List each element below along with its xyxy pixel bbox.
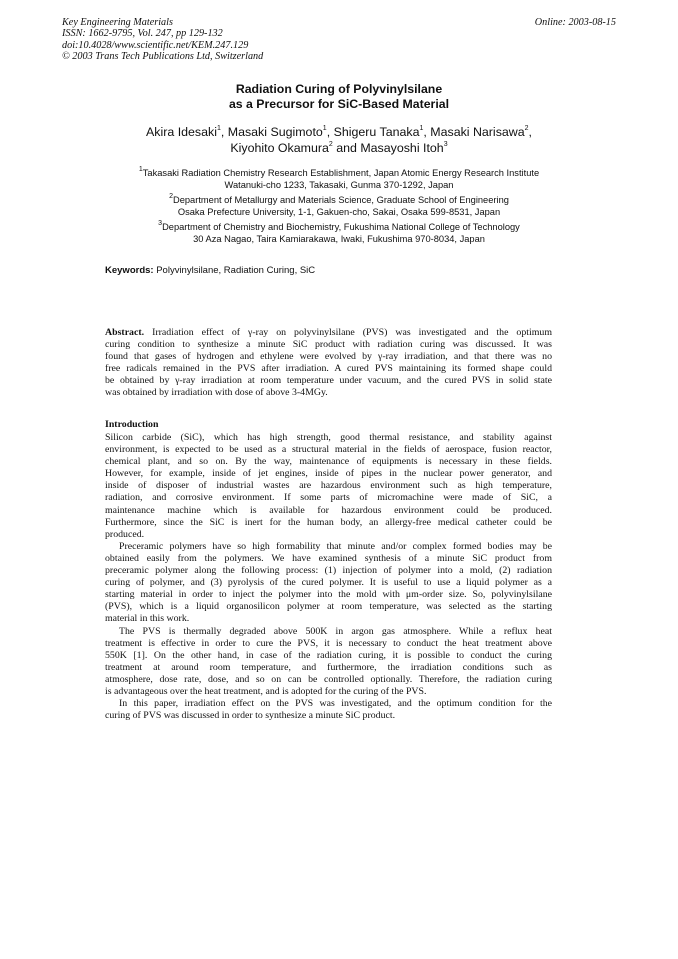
abstract: [105, 327, 552, 400]
paragraph-line: treatment is effective in order to cure the PVS, it is necessary to conduct the heat treatment above: [105, 637, 552, 649]
affiliation-line-1: [0, 222, 678, 234]
affiliation-name: Department of Metallurgy and Materials Science, Graduate School of Engineering: [173, 195, 509, 206]
introduction-body: [105, 432, 552, 722]
abstract-line: [105, 363, 552, 375]
author-list: [0, 124, 678, 156]
paragraph-line: treatment at around room temperature, and furthermore, the irradiation conditions such as: [105, 661, 552, 673]
journal-header: [62, 17, 263, 62]
abstract-line: [105, 387, 552, 399]
paragraph: [105, 541, 552, 626]
author-separator: and: [332, 141, 361, 155]
author-separator: ,: [528, 125, 532, 139]
section-heading-introduction: Introduction: [105, 419, 159, 430]
abstract-text: free radicals remained in the PVS after irradiation. A cured PVS maintaining its formed shape could: [105, 363, 552, 375]
keywords-text: Polyvinylsilane, Radiation Curing, SiC: [156, 265, 316, 276]
abstract-line: [105, 327, 552, 339]
paragraph-line: The PVS is thermally degraded above 500K in argon gas atmosphere. While a reflux heat: [119, 625, 552, 637]
paragraph-line: (PVS), which is a liquid organosilicon polymer at room temperature, was selected as the starting: [105, 601, 552, 613]
paragraph-line: However, for example, inside of jet engines, inside of pipes in the nuclear power generator, and: [105, 468, 552, 480]
author-affiliation-mark: 1: [322, 124, 327, 132]
paragraph-line: obtained easily from the polymers. We have examined synthesis of a minute SiC product from: [105, 552, 552, 564]
author-separator: ,: [326, 125, 334, 139]
author-name: Shigeru Tanaka: [333, 125, 420, 139]
title-line-1: Radiation Curing of Polyvinylsilane: [235, 82, 443, 96]
paragraph-line: 550K [1]. On the other hand, in case of the radiation curing, it is possible to conduct the curing: [105, 649, 552, 661]
paragraph-line: Furthermore, since the SiC is inert for the human body, an allergy-free medical catheter could be: [105, 516, 552, 528]
paragraph-line: In this paper, irradiation effect on the PVS was investigated, and the optimum condition for the: [119, 698, 552, 710]
keywords-label: Keywords:: [105, 265, 154, 276]
copyright-line: © 2003 Trans Tech Publications Ltd, Switzerland: [62, 50, 264, 62]
paragraph-line: curing of polymer, and (3) pyrolysis of the cured polymer. It is useful to use a liquid polymer as a: [105, 577, 552, 589]
author-affiliation-mark: 3: [443, 140, 448, 148]
author-separator: ,: [220, 125, 228, 139]
affiliations: [0, 165, 678, 250]
abstract-line: [105, 339, 552, 351]
author-separator: ,: [423, 125, 431, 139]
abstract-text: found that gases of hydrogen and ethylene were evolved by γ-ray irradiation, and that there was no: [105, 351, 552, 363]
affiliation-name: Department of Chemistry and Biochemistry, Fukushima National College of Technology: [162, 222, 520, 233]
abstract-text: be obtained by γ-ray irradiation at room temperature under vacuum, and the cured PVS in solid state: [105, 375, 552, 387]
author-line-2: [0, 140, 678, 156]
paragraph-line: environment, is expected to be used as a structural material in the fields of aerospace, fusion reactor,: [105, 444, 552, 456]
abstract-label: Abstract.: [105, 327, 145, 338]
author-line-1: [0, 124, 678, 140]
abstract-text: Irradiation effect of γ-ray on polyvinylsilane (PVS) was investigated and the optimum: [152, 327, 552, 338]
journal-name: Key Engineering Materials: [62, 17, 173, 28]
paper-title: [0, 82, 678, 112]
paragraph: [105, 626, 552, 699]
paragraph-line: Preceramic polymers have so high formability that minute and/or complex formed bodies may be: [119, 540, 552, 552]
author-affiliation-mark: 1: [419, 124, 424, 132]
paragraph: [105, 432, 552, 541]
paragraph-line: inside of disposer of industrial wastes are hazardous environment such as high temperature,: [105, 480, 552, 492]
affiliation-line-2: 30 Aza Nagao, Taira Kamiarakawa, Iwaki, Fukushima 970-8034, Japan: [193, 233, 485, 244]
abstract-line: [105, 351, 552, 363]
paragraph-line: starting material in order to inject the polymer into the mold with μm-order size. So, polyvinylsilane: [105, 589, 552, 601]
paragraph-line: Silicon carbide (SiC), which has high strength, good thermal resistance, and stability against: [105, 432, 552, 443]
author-affiliation-mark: 2: [524, 124, 529, 132]
online-date: Online: 2003-08-15: [534, 17, 616, 28]
paragraph-line: is advantageous over the heat treatment, and is adopted for the curing of the PVS.: [105, 685, 427, 697]
affiliation: [0, 222, 678, 245]
affiliation: [0, 165, 678, 191]
author-name: Masayoshi Itoh: [360, 141, 444, 155]
affiliation: [0, 195, 678, 218]
issn-line: ISSN: 1662-9795, Vol. 247, pp 129-132: [62, 28, 223, 40]
doi-line: doi:10.4028/www.scientific.net/KEM.247.129: [62, 39, 249, 51]
affiliation-line-2: Watanuki-cho 1233, Takasaki, Gunma 370-1292, Japan: [224, 179, 454, 190]
affiliation-line-2: Osaka Prefecture University, 1-1, Gakuen-cho, Sakai, Osaka 599-8531, Japan: [177, 206, 501, 217]
paragraph-line: produced.: [105, 528, 145, 540]
affiliation-mark: 2: [169, 193, 173, 201]
affiliation-name: Takasaki Radiation Chemistry Research Establishment, Japan Atomic Energy Research Institute: [142, 168, 540, 178]
paragraph-line: atmosphere, dose rate, dose, and so on can be controlled optionally. Therefore, the radiation curing: [105, 673, 552, 685]
abstract-text: was obtained by irradiation with dose of above 3-4MGy.: [105, 387, 328, 399]
author-name: Akira Idesaki: [146, 125, 217, 139]
title-line-2: as a Precursor for SiC-Based Material: [228, 97, 450, 111]
paragraph-line: preceramic polymer along the following process: (1) injection of polymer into a mold, (2) radiation: [105, 565, 552, 577]
paragraph-line: material in this work.: [105, 613, 190, 625]
paragraph-line: chemical plant, and so on. By the way, maintenance of equipments is necessary in these fields.: [105, 456, 552, 468]
author-affiliation-mark: 1: [216, 124, 221, 132]
abstract-text: curing condition to synthesize a minute SiC product with radiation curing was discussed. It was: [105, 339, 552, 351]
author-name: Kiyohito Okamura: [230, 141, 329, 155]
affiliation-line-1: [0, 195, 678, 207]
author-name: Masaki Sugimoto: [227, 125, 323, 139]
author-affiliation-mark: 2: [328, 140, 333, 148]
paragraph-line: maintenance machine which is available for hazardous environment could be produced.: [105, 504, 552, 516]
abstract-line: [105, 375, 552, 387]
paragraph-line: curing of PVS was discussed in order to synthesize a minute SiC product.: [105, 710, 396, 722]
affiliation-mark: 3: [158, 220, 163, 228]
affiliation-line-1: [0, 165, 678, 180]
paragraph-line: radiation, and corrosive environment. If some parts of micromachine were made of SiC, a: [105, 492, 552, 504]
paragraph: [105, 698, 552, 722]
affiliation-mark: 1: [138, 165, 143, 173]
author-name: Masaki Narisawa: [430, 125, 525, 139]
keywords: [105, 265, 315, 276]
